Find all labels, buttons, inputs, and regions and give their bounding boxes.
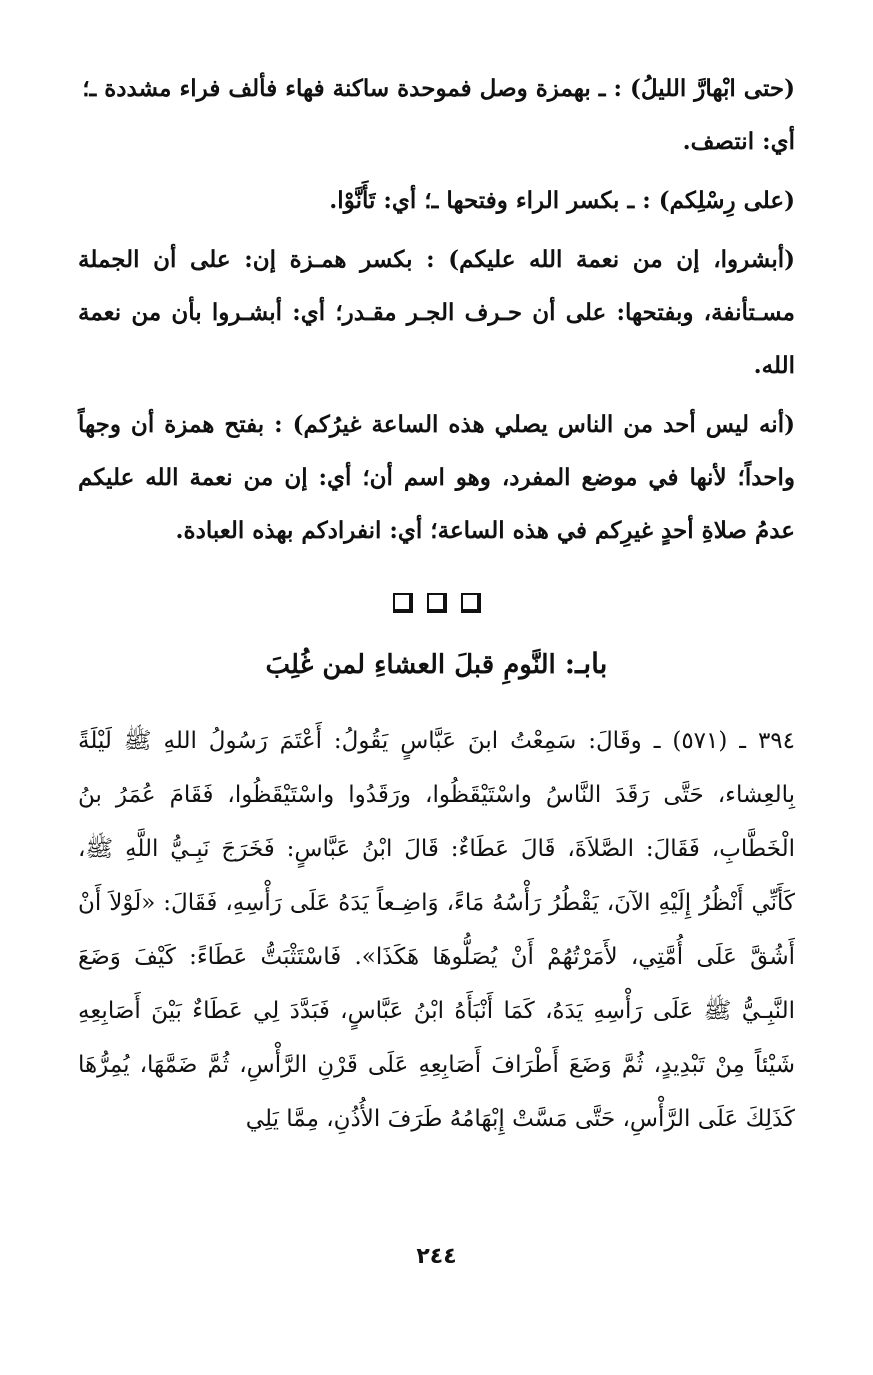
chapter-title: النَّومِ قبلَ العشاءِ لمن غُلِبَ [265,650,556,680]
chapter-label: بابـ: [564,647,608,680]
commentary-paragraph: (على رِسْلِكم) : ـ بكسر الراء وفتحها ـ؛ أي: تَأَنَّوْا. [329,187,795,214]
hadith-text: ٣٩٤ ـ (٥٧١) ـ وقَالَ: سَمِعْتُ ابنَ عَبَّاسٍ يَقُولُ: أَعْتَمَ رَسُولُ اللهِ ﷺ لَيْلَةً بِالعِشاء، حَتَّى رَقَدَ النَّاسُ واسْتَيْقَظُوا، ورَقَدُوا واسْتَيْقَظُوا، فَقَامَ عُمَرُ بنُ الْخَطَّابِ، فَقَالَ: الصَّلاَةَ، قَالَ عَطَاءٌ: قَالَ ابْنُ عَبَّاسٍ: فَخَرَجَ نَبِـيُّ اللَّهِ ﷺ، كَأَنِّي أَنْظُرُ إِلَيْهِ الآنَ، يَقْطُرُ رَأْسُهُ مَاءً، وَاضِـعاً يَدَهُ عَلَى رَأْسِهِ، فَقَالَ: «لَوْلاَ أَنْ أَشُقَّ عَلَى أُمَّتِي، لأَمَرْتُهُمْ أَنْ يُصَلُّوهَا هَكَذَا». فَاسْتَثْبَتُّ عَطَاءً: كَيْفَ وَضَعَ النَّبِـيُّ ﷺ عَلَى رَأْسِهِ يَدَهُ، كَمَا أَنْبَأَهُ ابْنُ عَبَّاسٍ، فَبَدَّدَ لِي عَطَاءٌ بَيْنَ أَصَابِعِهِ شَيْئاً مِنْ تَبْدِيدٍ، ثُمَّ وَضَعَ أَطْرَافَ أَصَابِعِهِ عَلَى قَرْنِ الرَّأْسِ، ثُمَّ ضَمَّهَا، يُمِرُّهَا كَذَلِكَ عَلَى الرَّأْسِ، حَتَّى مَسَّتْ إِبْهَامُهُ طَرَفَ الأُذُنِ، مِمَّا يَلِي [78,728,795,1132]
section-separator [78,593,795,613]
separator-box-icon [461,593,481,613]
commentary-paragraph: (حتى ابْهارَّ الليلُ) : ـ بهمزة وصل فموحدة ساكنة فهاء فألف فراء مشددة ـ؛ أي: انتصف. [82,75,795,155]
chapter-heading [78,639,795,690]
page-body [78,62,795,1146]
page-number: ٢٤٤ [416,1244,457,1269]
separator-box-icon [427,593,447,613]
commentary-paragraph: (أنه ليس أحد من الناس يصلي هذه الساعة غيرُكم) : بفتح همزة أن وجهاً واحداً؛ لأنها في موضع المفرد، وهو اسم أن؛ أي: إن من نعمة الله عليكم عدمُ صلاةِ أحدٍ غيرِكم في هذه الساعة؛ أي: انفرادكم بهذه العبادة. [78,411,795,544]
commentary-paragraph: (أبشروا، إن من نعمة الله عليكم) : بكسر همـزة إن: على أن الجملة مسـتأنفة، وبفتحها: على أن حـرف الجـر مقـدر؛ أي: أبشـروا بأن من نعمة الله. [78,246,795,379]
separator-box-icon [393,593,413,613]
